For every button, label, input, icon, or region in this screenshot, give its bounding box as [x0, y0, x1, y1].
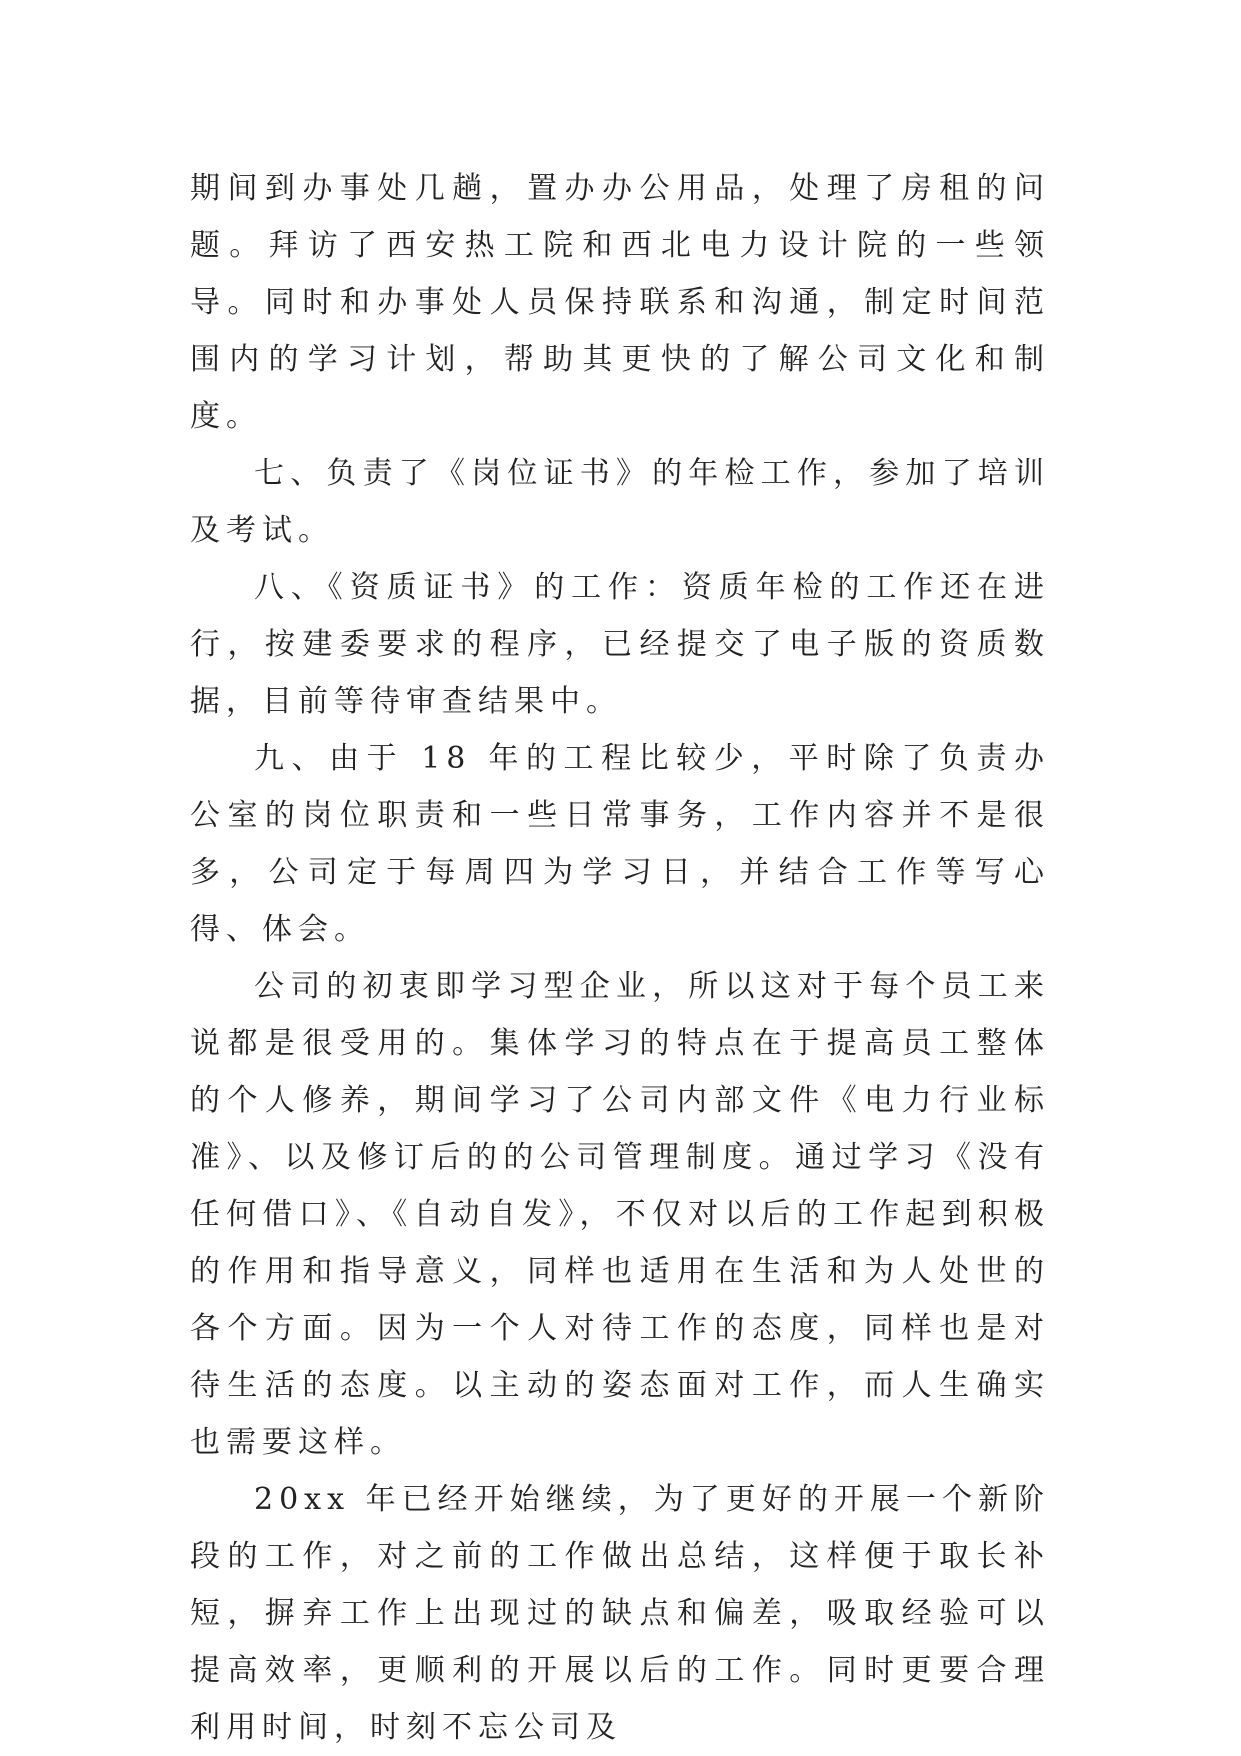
document-page	[190, 160, 1050, 1745]
paragraph-item-8-qualification-certificate: 八、《资质证书》的工作：资质年检的工作还在进行，按建委要求的程序，已经提交了电子版的资质数据，目前等待审查结果中。	[190, 570, 1050, 719]
paragraph-item-7-post-certificate: 七、负责了《岗位证书》的年检工作，参加了培训及考试。	[190, 456, 1050, 548]
paragraph-item-9-study-day: 九、由于 18 年的工程比较少，平时除了负责办公室的岗位职责和一些日常事务，工作内容并不是很多，公司定于每周四为学习日，并结合工作等写心得、体会。	[190, 741, 1050, 947]
paragraph-learning-organization: 公司的初衷即学习型企业，所以这对于每个员工来说都是很受用的。集体学习的特点在于提高员工整体的个人修养，期间学习了公司内部文件《电力行业标准》、以及修订后的的公司管理制度。通过学习《没有任何借口》、《自动自发》，不仅对以后的工作起到积极的作用和指导意义，同样也适用在生活和为人处世的各个方面。因为一个人对待工作的态度，同样也是对待生活的态度。以主动的姿态面对工作，而人生确实也需要这样。	[190, 969, 1050, 1460]
paragraph-travel-and-visits: 期间到办事处几趟，置办办公用品，处理了房租的问题。拜访了西安热工院和西北电力设计院的一些领导。同时和办事处人员保持联系和沟通，制定时间范围内的学习计划，帮助其更快的了解公司文化和制度。	[190, 171, 1050, 434]
paragraph-new-year-summary: 20xx 年已经开始继续，为了更好的开展一个新阶段的工作，对之前的工作做出总结，这样便于取长补短，摒弃工作上出现过的缺点和偏差，吸取经验可以提高效率，更顺利的开展以后的工作。同时更要合理利用时间，时刻不忘公司及	[190, 1482, 1050, 1745]
